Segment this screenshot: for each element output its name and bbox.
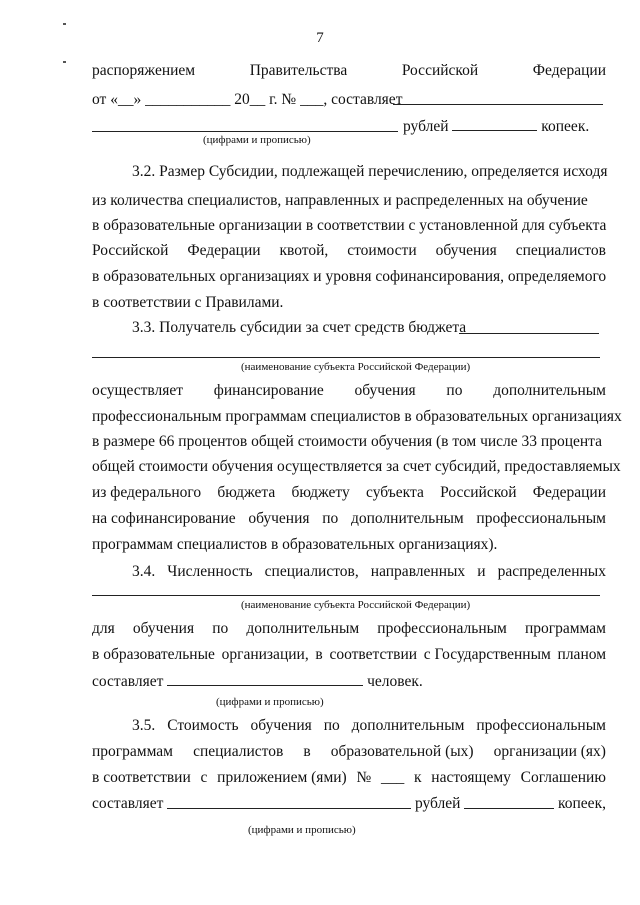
p33-line: программам специалистов в образовательных организациях). [92,536,498,553]
word: дополнительным [351,717,465,734]
word: обучения [250,717,312,734]
word: направленных [370,563,466,580]
word: бюджета [217,484,276,501]
word: планом [557,646,606,663]
word: по [212,620,229,637]
word: квотой, [279,242,329,259]
p34-line [92,671,606,692]
p35-line [92,716,606,736]
p35-line [92,742,606,762]
word: организации (ях) [493,743,606,760]
word: по [323,717,340,734]
word: составляет [92,795,164,812]
word: обучения [354,382,416,399]
word: дополнительным [246,620,360,637]
word: финансирование [213,382,324,399]
word: 3.5. [132,717,156,734]
word: из федерального [92,484,202,501]
word: программам [524,620,606,637]
word: профессиональным [476,510,606,527]
word: образовательной (ых) [330,743,474,760]
word: специалистов [193,743,284,760]
word: специалистов, [264,563,359,580]
scan-mark [63,61,66,63]
word: профессиональным [476,717,606,734]
word: приложением (ями) [217,769,347,786]
rubles-blank[interactable] [452,116,537,131]
p32-line: 3.2. Размер Субсидии, подлежащей перечислению, определяется исходя [132,163,608,180]
word: обучения [132,620,195,637]
word: специалистов [515,242,606,259]
count-blank[interactable] [167,671,363,686]
word: программам [92,743,173,760]
word: и [477,563,486,580]
word: на софинансирование [92,510,236,527]
word: для [92,620,115,637]
kopeks-label: копеек, [558,795,606,812]
word: с Государственным [423,646,551,663]
p32-line: в образовательных организациях и уровня софинансирования, определяемого [92,268,607,285]
scan-mark [63,23,66,25]
line-1 [92,61,606,81]
p32-line: из количества специалистов, направленных и распределенных на обучение [92,192,588,209]
p35-line [92,768,606,788]
word: обучения [435,242,497,259]
word: Российской [401,62,479,79]
word: по [446,382,463,399]
word: Российской [440,484,517,501]
word: Правительства [249,62,348,79]
p33-line: профессиональным программам специалистов в образовательных организациях [92,408,622,425]
word: дополнительным [493,382,606,399]
hint-digits: (цифрами и прописью) [216,696,324,708]
word: распределенных [497,563,606,580]
word: Численность [167,563,253,580]
word: человек. [367,673,423,690]
word: в образовательные [92,646,215,663]
word: в [315,646,323,663]
word: составляет [92,673,164,690]
word: Федерации [187,242,261,259]
hint-subject: (наименование субъекта Российской Федерации) [241,599,471,611]
word: субъекта [366,484,424,501]
hint-digits-end: (цифрами и прописью) [248,824,356,836]
subject-blank-line[interactable] [92,595,600,596]
word: бюджету [291,484,350,501]
p34-line [92,562,606,582]
word: по [322,510,339,527]
word: к [414,769,422,786]
page-number: 7 [316,30,324,46]
p34-line [92,645,606,665]
p33-start: 3.3. Получатель субсидии за счет средств бюджета [132,319,467,336]
p32-line [92,241,606,261]
amount-blank-line[interactable] [92,131,398,132]
date-number-text: от «__» ___________ 20__ г. № ___, составляет [92,91,403,108]
subject-blank-line[interactable] [459,333,599,334]
p33-line [92,509,606,529]
word: стоимости [347,242,417,259]
word: № [356,769,372,786]
p33-line: общей стоимости обучения осуществляется за счет субсидий, предоставляемых [92,458,621,475]
p32-line: в образовательные организации в соответствии с установленной для субъекта [92,217,607,234]
p32-line: в соответствии с Правилами. [92,294,284,311]
word: в [303,743,311,760]
word: 3.4. [132,563,156,580]
amount-blank-line[interactable] [393,104,603,105]
rubles-kopeks-line [403,116,603,137]
word: обучения [248,510,310,527]
word: профессиональным [377,620,507,637]
hint-digits: (цифрами и прописью) [203,134,311,146]
p35-line [92,794,606,814]
p33-line [92,381,606,401]
p34-line [92,619,606,639]
word: Стоимость [167,717,239,734]
p33-line [92,483,606,503]
rubles-label: рублей [414,795,461,812]
word: в соответствии [92,769,191,786]
word: организации, [221,646,309,663]
p33-line: в размере 66 процентов общей стоимости обучения (в том числе 33 процента [92,433,603,450]
rubles-blank[interactable] [464,794,554,809]
word: Федерации [532,62,606,79]
line-2 [92,90,606,110]
word: осуществляет [92,382,184,399]
p33-line [92,318,606,338]
kopeks-label: копеек. [541,118,590,135]
subject-blank-line[interactable] [92,357,600,358]
word: соответствии [329,646,418,663]
amount-blank[interactable] [167,794,411,809]
word: с [200,769,208,786]
word: Федерации [532,484,606,501]
word: Российской [92,242,169,259]
word: ___ [381,769,405,786]
word: настоящему [431,769,511,786]
hint-subject: (наименование субъекта Российской Федерации) [241,361,471,373]
rubles-label: рублей [403,118,449,135]
word: Соглашению [520,769,606,786]
word: распоряжением [92,62,196,79]
word: дополнительным [350,510,464,527]
